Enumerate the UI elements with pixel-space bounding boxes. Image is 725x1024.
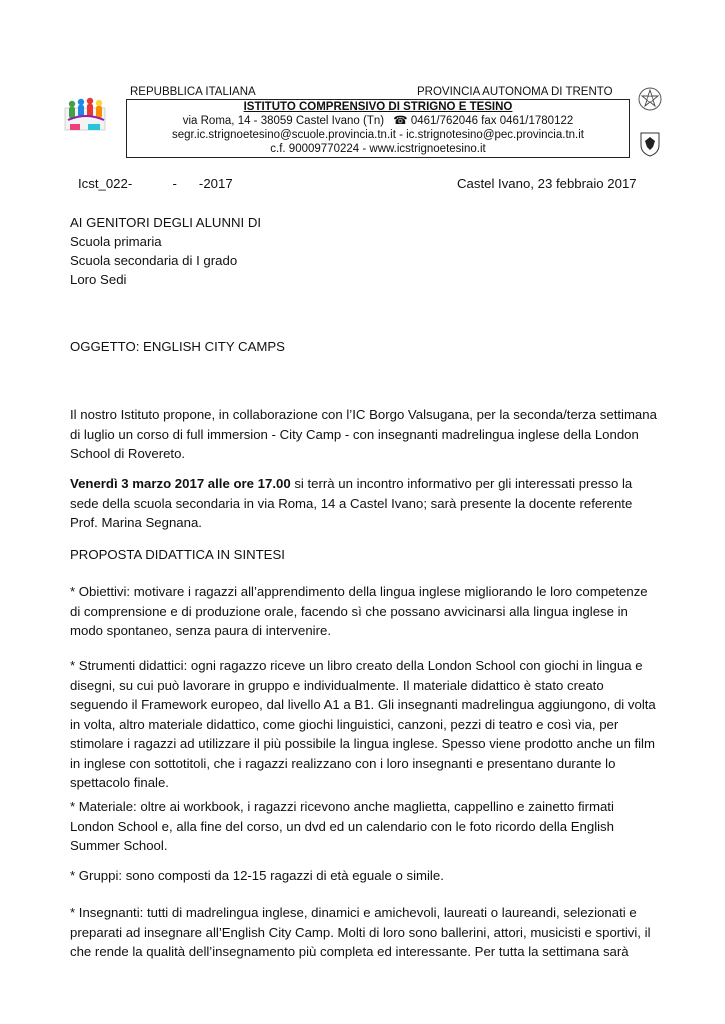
section-title: PROPOSTA DIDATTICA IN SINTESI [70, 547, 285, 562]
phone-icon: ☎ [393, 115, 408, 127]
header-republic: REPUBBLICA ITALIANA [130, 86, 256, 98]
subject-line: OGGETTO: ENGLISH CITY CAMPS [70, 339, 285, 354]
recipient-line: Scuola primaria [70, 234, 162, 249]
meeting-paragraph [70, 474, 660, 533]
intro-paragraph: Il nostro Istituto propone, in collaborazione con l’IC Borgo Valsugana, per la seconda/terza settimana di luglio un corso di full immersion - City Camp - con insegnanti madrelingua inglese della London School di Rovereto. [70, 407, 657, 461]
institute-cf: c.f. 90009770224 - www.icstrignoetesino.it [270, 143, 486, 155]
header-province: PROVINCIA AUTONOMA DI TRENTO [417, 86, 613, 98]
materials-paragraph: * Materiale: oltre ai workbook, i ragazzi ricevono anche maglietta, cappellino e zainetto firmati London School e, alla fine del corso, un dvd ed un calendario con le foto ricordo della English Summer School. [70, 799, 614, 853]
republic-emblem-icon [637, 86, 663, 112]
recipient-line: AI GENITORI DEGLI ALUNNI DI [70, 215, 262, 230]
phone-text: 0461/762046 fax 0461/1780122 [410, 115, 574, 127]
institute-name: ISTITUTO COMPRENSIVO DI STRIGNO E TESINO [243, 101, 513, 113]
place-date: Castel Ivano, 23 febbraio 2017 [457, 176, 637, 191]
province-shield-icon [640, 131, 660, 157]
tools-paragraph: * Strumenti didattici: ogni ragazzo riceve un libro creato della London School con giochi in lingua e disegni, su cui può lavorare in gruppo e individualmente. Il materiale didattico è stato creato seguendo il Framework europeo, dal livello A1 a B1. Gli insegnanti madrelingua aggiungono, di volta in volta, altro materiale didattico, come giochi linguistici, canzoni, pezzi di teatro e così via, per stimolare i ragazzi ad utilizzare il più possibile la lingua inglese. Spesso viene prodotto anche un film in inglese con sottotitoli, che i ragazzi realizzano con i loro insegnanti e presentano durante lo spettacolo finale. [70, 658, 656, 790]
meeting-date: Venerdì 3 marzo 2017 alle ore 17.00 [70, 476, 291, 491]
protocol-number: Icst_022- - -2017 [78, 176, 233, 191]
groups-paragraph: * Gruppi: sono composti da 12-15 ragazzi di età eguale o simile. [70, 868, 444, 883]
meeting-text: si terrà un incontro informativo per gli interessati presso la sede della scuola secondaria in via Roma, 14 a Castel Ivano; sarà presente la docente referente Prof. Marina Segnana. [70, 476, 633, 530]
recipient-line: Scuola secondaria di I grado [70, 253, 238, 268]
recipient-line: Loro Sedi [70, 272, 127, 287]
teachers-paragraph: * Insegnanti: tutti di madrelingua inglese, dinamici e amichevoli, laureati o laureandi, selezionati e preparati ad insegnare all’English City Camp. Molti di loro sono ballerini, attori, musicisti e sportivi, il che rende la qualità dell’insegnamento più completa ed interessante. Per tutta la settimana sarà [70, 905, 651, 959]
institute-emails: segr.ic.strignoetesino@scuole.provincia.tn.it - ic.strignotesino@pec.provincia.tn.it [172, 129, 584, 141]
institute-address [126, 114, 630, 128]
objectives-paragraph: * Obiettivi: motivare i ragazzi all’apprendimento della lingua inglese migliorando le loro competenze di comprensione e di produzione orale, facendo sì che possano avvicinarsi alla lingua inglese in modo spontaneo, senza paura di intervenire. [70, 584, 648, 638]
school-logo [64, 94, 108, 136]
address-text: via Roma, 14 - 38059 Castel Ivano (Tn) [182, 115, 385, 127]
